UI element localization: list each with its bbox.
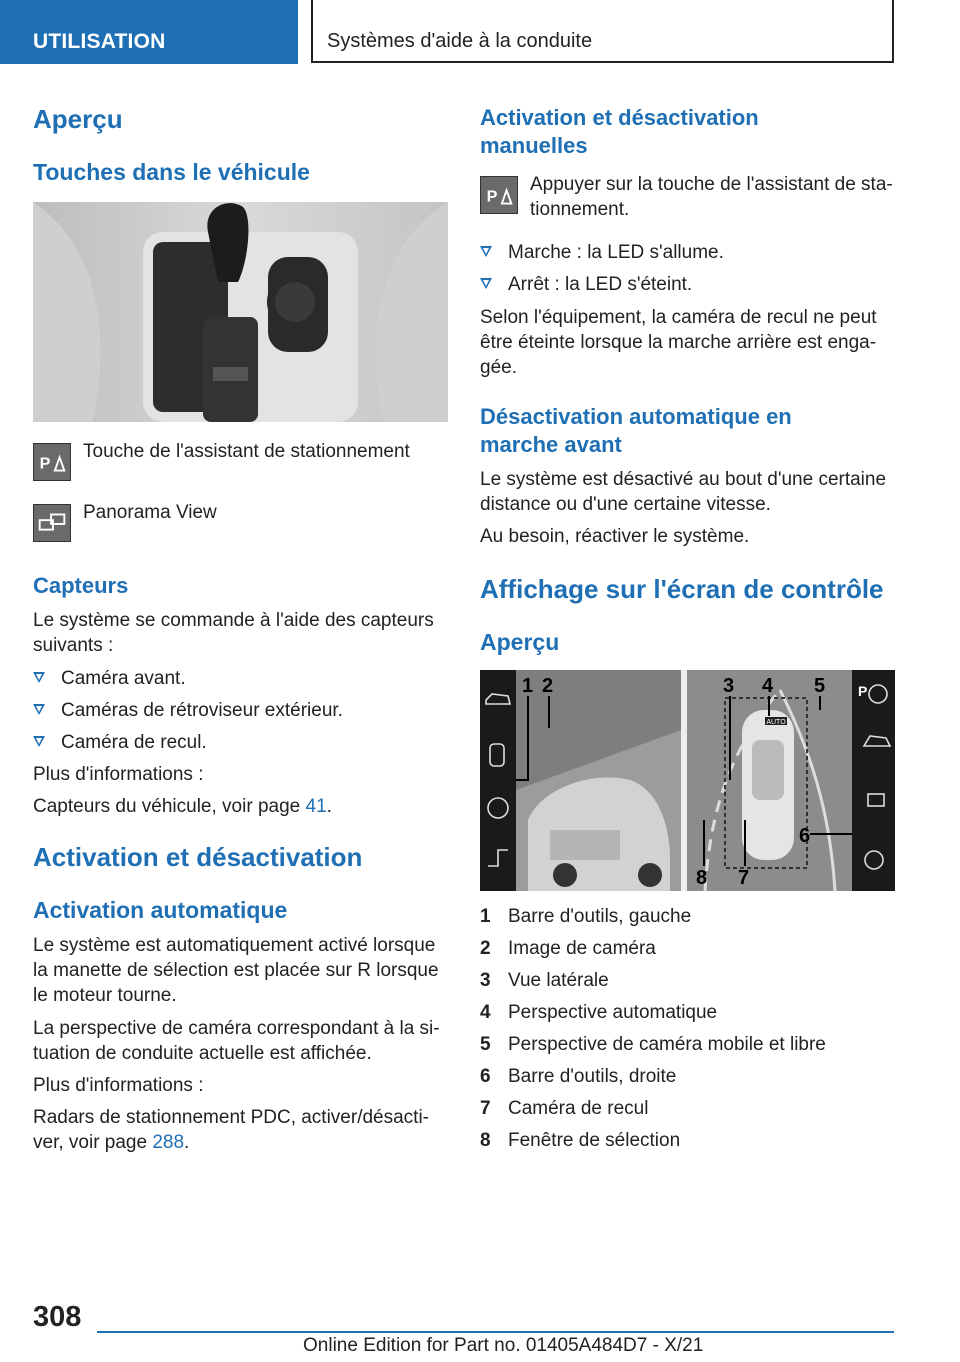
svg-text:P: P <box>39 454 51 473</box>
overview-heading: Aperçu <box>480 629 560 655</box>
auto-activation-heading: Activation automatique <box>33 897 288 923</box>
auto-off-line-1: Le système est désactivé au bout d'une certaine <box>480 469 887 490</box>
sensors-ref: Capteurs du véhicule, voir page 41. <box>33 796 332 817</box>
callout-8: 8 <box>696 867 708 889</box>
callout-5: 5 <box>814 675 826 697</box>
sensors-intro-2: suivants : <box>33 635 114 656</box>
subtitle-buttons: Touches dans le véhicule <box>33 159 310 185</box>
sensors-heading: Capteurs <box>33 573 129 598</box>
callout-2: 2 <box>542 675 554 697</box>
section-tab <box>0 0 298 64</box>
chapter-label: Systèmes d'aide à la conduite <box>327 30 593 52</box>
auto-line-2: la manette de sélection est placée sur R lorsque <box>33 960 439 981</box>
auto-off-heading-1: Désactivation automatique en <box>480 404 792 429</box>
auto-line-3: le moteur tourne. <box>33 985 177 1006</box>
persp-line-2: tuation de conduite actuelle est affichée. <box>33 1043 372 1064</box>
control-display-screenshot <box>480 670 895 891</box>
parking-assistant-icon <box>480 176 518 214</box>
manual-note-2: être éteinte lorsque la marche arrière est enga- <box>480 332 877 353</box>
center-console-photo <box>33 202 448 422</box>
persp-line-1: La perspective de caméra correspondant à la si- <box>33 1018 440 1039</box>
page-title: Aperçu <box>33 104 123 134</box>
activation-ref-1: Radars de stationnement PDC, activer/désacti- <box>33 1107 430 1128</box>
callout-1: 1 <box>522 675 534 697</box>
button-label-parking: Touche de l'assistant de stationnement <box>83 441 410 462</box>
svg-text:P: P <box>486 187 498 206</box>
svg-text:P: P <box>858 683 868 699</box>
callout-3: 3 <box>723 675 735 697</box>
page-link[interactable]: 288 <box>152 1132 185 1153</box>
parking-assistant-icon <box>33 443 71 481</box>
page-number: 308 <box>33 1301 82 1333</box>
manual-note-1: Selon l'équipement, la caméra de recul ne peut <box>480 307 877 328</box>
edition-note: Online Edition for Part no. 01405A484D7 - X/21 <box>303 1335 704 1356</box>
section-label: UTILISATION <box>33 30 166 53</box>
auto-line-1: Le système est automatiquement activé lorsque <box>33 935 436 956</box>
activation-heading: Activation et désactivation <box>33 842 363 872</box>
manual-note-3: gée. <box>480 357 517 378</box>
chapter-tab <box>311 0 894 63</box>
callout-7: 7 <box>738 867 750 889</box>
manual-heading-2: manuelles <box>480 133 588 158</box>
page-link[interactable]: 41 <box>305 796 327 817</box>
callout-4: 4 <box>762 675 774 697</box>
panorama-view-icon <box>33 504 71 542</box>
manual-line-1: Appuyer sur la touche de l'assistant de sta- <box>530 174 893 195</box>
sensors-more: Plus d'informations : <box>33 764 204 785</box>
activation-more: Plus d'informations : <box>33 1075 204 1096</box>
sensors-intro-1: Le système se commande à l'aide des capteurs <box>33 610 434 631</box>
manual-line-2: tionnement. <box>530 199 630 220</box>
display-heading: Affichage sur l'écran de contrôle <box>480 574 884 604</box>
auto-off-heading-2: marche avant <box>480 432 622 457</box>
button-label-panorama: Panorama View <box>83 502 217 523</box>
auto-off-line-2: distance ou d'une certaine vitesse. <box>480 494 771 515</box>
callout-6: 6 <box>799 825 811 847</box>
manual-heading-1: Activation et désactivation <box>480 105 759 130</box>
auto-badge: AUTO <box>766 719 786 726</box>
activation-ref-2: ver, voir page 288. <box>33 1132 190 1153</box>
auto-off-reactivate: Au besoin, réactiver le système. <box>480 526 750 547</box>
footer-rule <box>97 1331 894 1333</box>
